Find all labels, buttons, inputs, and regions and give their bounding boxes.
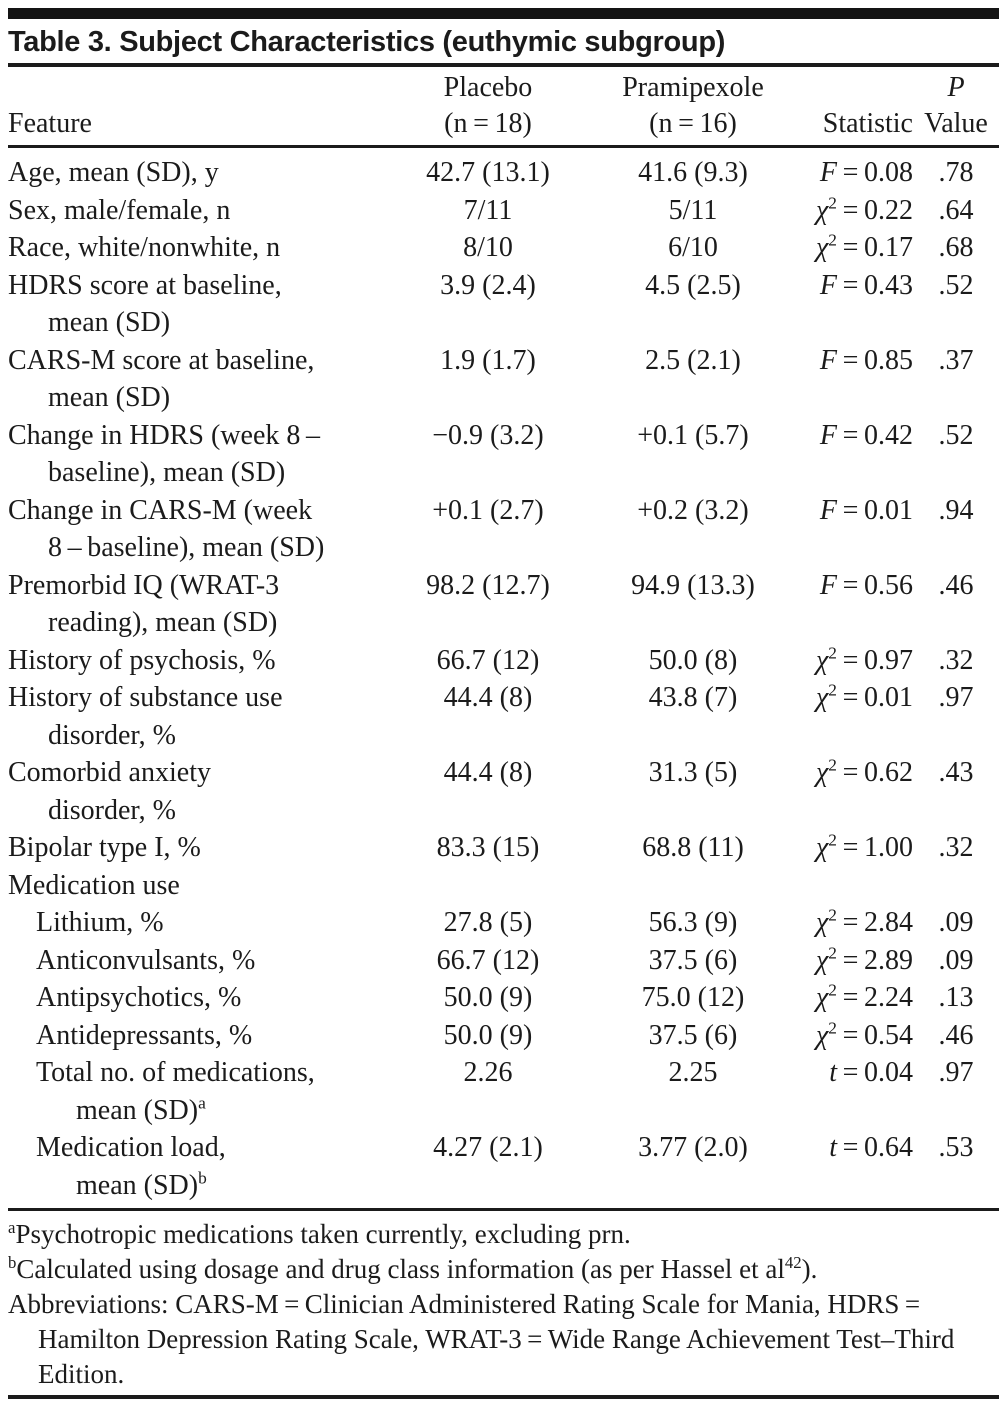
feature-cell: Anticonvulsants, % [36,944,256,976]
pramipexole-cell: 5/11 [668,194,718,226]
statistic-exponent: 2 [828,680,837,700]
p-value-cell: .13 [938,982,974,1013]
header-statistic: Statistic [822,108,913,139]
pramipexole-cell: 37.5 (6) [648,944,738,976]
header-feature: Feature [8,108,92,139]
statistic-exponent: 2 [828,643,837,663]
statistic-cell: F = 0.42 [819,419,913,451]
p-value-cell: .09 [938,944,974,976]
p-value-cell: .09 [938,907,974,938]
feature-cell: Race, white/nonwhite, n [8,232,281,263]
statistic-symbol: t [829,1132,837,1163]
placebo-cell: 50.0 (9) [443,982,533,1013]
feature-cell: Lithium, % [36,907,164,938]
feature-cell: Sex, male/female, n [8,194,231,226]
table-body [8,148,999,1204]
feature-cell: Change in CARS-M (week 8 – baseline), mean (SD) [8,494,325,563]
statistic-cell: $\chi^2 = 0.62$ [815,755,913,788]
statistic-exponent: 2 [828,193,837,213]
statistic-symbol: χ [815,682,829,713]
table-top-bar [8,8,999,19]
feature-cell: Antipsychotics, % [36,982,242,1013]
statistic-symbol: χ [815,982,829,1013]
table-row [8,492,999,567]
p-value-cell: .64 [938,194,974,226]
feature-cell: Premorbid IQ (WRAT-3 reading), mean (SD) [8,569,280,638]
footnote-marker: 42 [784,1253,802,1272]
statistic-cell: $\chi^2 = 0.17$ [815,230,913,263]
table-row [8,267,999,342]
table-row [8,192,999,230]
footnote: $^a$Psychotropic medications taken currently, excluding prn. [8,1218,631,1249]
placebo-cell: 7/11 [463,194,513,226]
pramipexole-cell: 75.0 (12) [641,982,745,1013]
header-placebo-name: Placebo [443,72,533,103]
feature-cell: Comorbid anxiety disorder, % [8,757,211,826]
table-row [8,754,999,829]
statistic-symbol: χ [815,832,829,863]
header-p-value-word: Value [924,108,988,139]
footnote: $^b$Calculated using dosage and drug class information (as per Hassel et $al^{42}$). [8,1253,818,1284]
placebo-cell: 50.0 (9) [443,1019,533,1051]
statistic-symbol: χ [815,944,829,976]
table-row [8,829,999,867]
table-title: Table 3. Subject Characteristics (euthymic subgroup) [8,26,726,58]
statistic-symbol: F [819,157,837,188]
statistic-symbol: χ [815,1019,829,1051]
feature-cell: Antidepressants, % [36,1019,253,1051]
feature-cell: Medication load, mean (SD)$^b$ [36,1132,226,1201]
statistic-cell: F = 0.08 [819,157,913,188]
statistic-exponent: 2 [828,1018,837,1038]
p-value-cell: .46 [938,1019,974,1051]
feature-cell: HDRS score at baseline, mean (SD) [8,269,282,338]
feature-cell: Change in HDRS (week 8 – baseline), mean (SD) [8,419,321,488]
placebo-cell: 98.2 (12.7) [426,569,550,601]
table-row [8,904,999,942]
statistic-exponent: 2 [828,943,837,963]
statistic-cell: $\chi^2 = 2.89$ [815,943,913,976]
pramipexole-cell: 6/10 [668,232,718,263]
statistic-exponent: 2 [828,230,837,250]
statistic-symbol: F [819,569,837,601]
header-pramipexole-n: (n = 16) [649,108,737,139]
statistic-cell: F = 0.85 [819,344,913,376]
statistic-symbol: F [819,419,837,451]
header-pramipexole [588,70,798,142]
footnote-marker: b [198,1168,207,1188]
p-value-cell: .37 [938,344,974,376]
footnote: Abbreviations: CARS-M = Clinician Administered Rating Scale for Mania, HDRS = Hamilton Depression Rating Scale, WRAT-3 = Wide Range Achievement Test–Third Edition. [8,1289,955,1389]
feature-cell: Bipolar type I, % [8,832,201,863]
header-placebo [388,70,588,142]
pramipexole-cell: 94.9 (13.3) [631,569,755,601]
statistic-symbol: χ [815,757,829,788]
feature-cell: Total no. of medications, mean (SD)$^a$ [36,1057,315,1126]
p-value-cell: .97 [938,682,974,713]
pramipexole-cell: 37.5 (6) [648,1019,738,1051]
statistic-symbol: F [819,344,837,376]
feature-cell: Medication use [8,869,180,901]
statistic-cell: t = 0.64 [829,1132,913,1163]
table-row [8,229,999,267]
table-row [8,1129,999,1204]
placebo-cell: 44.4 (8) [443,682,533,713]
table-row [8,417,999,492]
p-value-cell: .97 [938,1057,974,1088]
p-value-cell: .46 [938,569,974,601]
placebo-cell: 2.26 [463,1057,513,1088]
feature-cell: CARS-M score at baseline, mean (SD) [8,344,315,413]
placebo-cell: 66.7 (12) [436,644,540,676]
p-value-cell: .94 [938,494,974,526]
placebo-cell: 8/10 [463,232,513,263]
table-row [8,979,999,1017]
statistic-symbol: χ [815,194,829,226]
p-value-cell: .68 [938,232,974,263]
pramipexole-cell: 2.25 [668,1057,718,1088]
feature-cell: Age, mean (SD), y [8,157,219,188]
statistic-cell: $\chi^2 = 1.00$ [815,830,913,863]
statistic-cell: $\chi^2 = 0.97$ [815,643,913,676]
placebo-cell: 44.4 (8) [443,757,533,788]
statistic-cell: $\chi^2 = 2.24$ [815,980,913,1013]
placebo-cell: 27.8 (5) [443,907,533,938]
p-value-cell: .32 [938,832,974,863]
statistic-cell: t = 0.04 [829,1057,913,1088]
p-value-cell: .52 [938,419,974,451]
header-pramipexole-name: Pramipexole [622,72,764,103]
pramipexole-cell: 4.5 (2.5) [645,269,741,301]
footnote-marker: b [8,1253,17,1272]
statistic-cell: $\chi^2 = 2.84$ [815,905,913,938]
pramipexole-cell: 31.3 (5) [648,757,738,788]
placebo-cell: 4.27 (2.1) [433,1132,543,1163]
table-row [8,1017,999,1055]
feature-cell: History of substance use disorder, % [8,682,283,751]
placebo-cell: 66.7 (12) [436,944,540,976]
p-value-cell: .32 [938,644,974,676]
header-placebo-n: (n = 18) [444,108,532,139]
bottom-rule [8,1395,999,1399]
table-header-row [8,67,999,142]
table-row [8,1054,999,1129]
feature-cell: History of psychosis, % [8,644,276,676]
placebo-cell: −0.9 (3.2) [432,419,544,451]
table-row [8,867,999,905]
statistic-symbol: F [819,494,837,526]
pramipexole-cell: 56.3 (9) [648,907,738,938]
placebo-cell: 1.9 (1.7) [440,344,536,376]
p-value-cell: .43 [938,757,974,788]
statistic-exponent: 2 [828,980,837,1000]
table-row [8,942,999,980]
statistic-symbol: χ [815,907,829,938]
table-footnotes [8,1211,999,1392]
table-row [8,642,999,680]
statistic-cell: $\chi^2 = 0.54$ [815,1018,913,1051]
pramipexole-cell: +0.1 (5.7) [637,419,749,451]
placebo-cell: 3.9 (2.4) [440,269,536,301]
statistic-symbol: χ [815,644,829,676]
pramipexole-cell: +0.2 (3.2) [637,494,749,526]
pramipexole-cell: 3.77 (2.0) [638,1132,748,1163]
p-value-cell: .53 [938,1132,974,1163]
pramipexole-cell: 41.6 (9.3) [638,157,748,188]
statistic-symbol: χ [815,232,829,263]
table-row [8,154,999,192]
pramipexole-cell: 2.5 (2.1) [645,344,741,376]
footnote-marker: a [198,1093,206,1113]
footnote-marker: a [8,1218,16,1237]
pramipexole-cell: 50.0 (8) [648,644,738,676]
table-row [8,679,999,754]
table-row [8,567,999,642]
header-p-value [913,70,999,142]
statistic-exponent: 2 [828,755,837,775]
header-p-symbol: P [947,72,965,103]
statistic-cell: F = 0.56 [819,569,913,601]
pramipexole-cell: 43.8 (7) [648,682,738,713]
statistic-cell: F = 0.43 [819,269,913,301]
p-value-cell: .78 [938,157,974,188]
statistic-exponent: 2 [828,905,837,925]
p-value-cell: .52 [938,269,974,301]
statistic-cell: F = 0.01 [819,494,913,526]
statistic-exponent: 2 [828,830,837,850]
statistic-symbol: F [819,269,837,301]
placebo-cell: 42.7 (13.1) [426,157,550,188]
statistic-cell: $\chi^2 = 0.22$ [815,193,913,226]
table-row [8,342,999,417]
statistic-cell: $\chi^2 = 0.01$ [815,680,913,713]
placebo-cell: 83.3 (15) [436,832,540,863]
statistic-symbol: t [829,1057,837,1088]
placebo-cell: +0.1 (2.7) [432,494,544,526]
pramipexole-cell: 68.8 (11) [642,832,744,863]
